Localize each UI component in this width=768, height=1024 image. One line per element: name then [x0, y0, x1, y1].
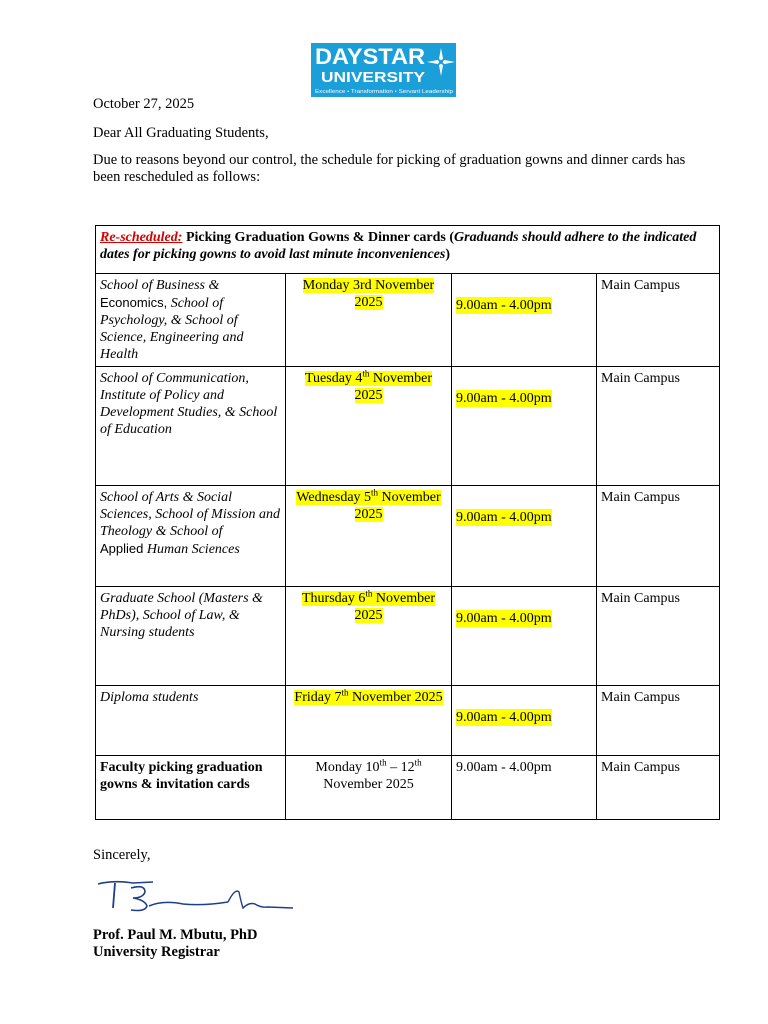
table-row — [96, 756, 720, 820]
time-cell: 9.00am - 4.00pm — [452, 756, 597, 820]
time-text: 9.00am - 4.00pm — [456, 611, 552, 626]
venue-cell: Main Campus — [597, 486, 720, 587]
salutation: Dear All Graduating Students, — [93, 125, 269, 141]
schools-cell: School of Communication, Institute of Policy and Development Studies, & School of Education — [96, 367, 286, 486]
signer-title: University Registrar — [93, 944, 220, 960]
logo-line2: UNIVERSITY — [321, 69, 425, 86]
schedule-table — [95, 225, 720, 820]
date-text: Friday 7th November 2025 — [294, 687, 443, 705]
letter-date: October 27, 2025 — [93, 96, 195, 112]
table-row — [96, 587, 720, 686]
date-cell — [286, 486, 452, 587]
venue-cell: Main Campus — [597, 587, 720, 686]
signature-image — [93, 878, 298, 922]
schools-text: School of Psychology, & School of Science, Engineering and Health — [100, 296, 244, 362]
logo-tagline: Excellence • Transformation • Servant Leadership — [315, 89, 453, 95]
intro-paragraph: Due to reasons beyond our control, the schedule for picking of graduation gowns and dinner cards has been rescheduled as follows: — [93, 152, 686, 185]
venue-cell: Main Campus — [597, 367, 720, 486]
table-row — [96, 367, 720, 486]
schools-cell — [96, 274, 286, 367]
time-cell — [452, 486, 597, 587]
signer-name: Prof. Paul M. Mbutu, PhD — [93, 927, 258, 943]
schools-cell: Faculty picking graduation gowns & invitation cards — [96, 756, 286, 820]
time-text: 9.00am - 4.00pm — [456, 710, 552, 725]
venue-cell: Main Campus — [597, 756, 720, 820]
time-cell — [452, 274, 597, 367]
table-row — [96, 274, 720, 367]
table-header-row — [96, 226, 720, 274]
closing-sincerely: Sincerely, — [93, 847, 151, 863]
schools-text: Human Sciences — [143, 542, 240, 557]
date-cell — [286, 367, 452, 486]
venue-cell: Main Campus — [597, 274, 720, 367]
table-header — [96, 226, 720, 274]
schools-text: School of Arts & Social Sciences, School of Mission and Theology & School of — [100, 490, 281, 539]
schools-text: Applied — [100, 541, 144, 556]
time-cell — [452, 587, 597, 686]
time-cell — [452, 367, 597, 486]
signer-block — [93, 927, 257, 961]
table-row — [96, 686, 720, 756]
date-cell: Monday 10th – 12th November 2025 — [286, 756, 452, 820]
rescheduled-label: Re-scheduled: — [100, 230, 183, 245]
venue-cell: Main Campus — [597, 686, 720, 756]
schools-cell — [96, 486, 286, 587]
logo-line1: DAYSTAR — [315, 44, 426, 69]
schools-cell: Diploma students — [96, 686, 286, 756]
time-text: 9.00am - 4.00pm — [456, 298, 552, 313]
time-text: 9.00am - 4.00pm — [456, 510, 552, 525]
header-close: ) — [445, 247, 451, 262]
date-text: Wednesday 5th November 2025 — [296, 487, 441, 522]
schools-text: Economics, — [100, 295, 168, 310]
header-note: Graduands should adhere to the indicated dates for picking gowns to avoid last minute inconveniences — [100, 230, 697, 262]
schools-text: School of Business & — [100, 278, 220, 293]
schools-cell: Graduate School (Masters & PhDs), School of Law, & Nursing students — [96, 587, 286, 686]
date-cell — [286, 587, 452, 686]
table-row — [96, 486, 720, 587]
time-text: 9.00am - 4.00pm — [456, 391, 552, 406]
date-cell — [286, 686, 452, 756]
time-cell — [452, 686, 597, 756]
date-text: Monday 3rd November 2025 — [302, 278, 435, 310]
daystar-university-logo — [311, 43, 456, 97]
date-text: Thursday 6th November 2025 — [302, 588, 435, 623]
date-cell — [286, 274, 452, 367]
header-title: Picking Graduation Gowns & Dinner cards ( — [182, 230, 455, 245]
date-text: Tuesday 4th November 2025 — [304, 368, 433, 403]
